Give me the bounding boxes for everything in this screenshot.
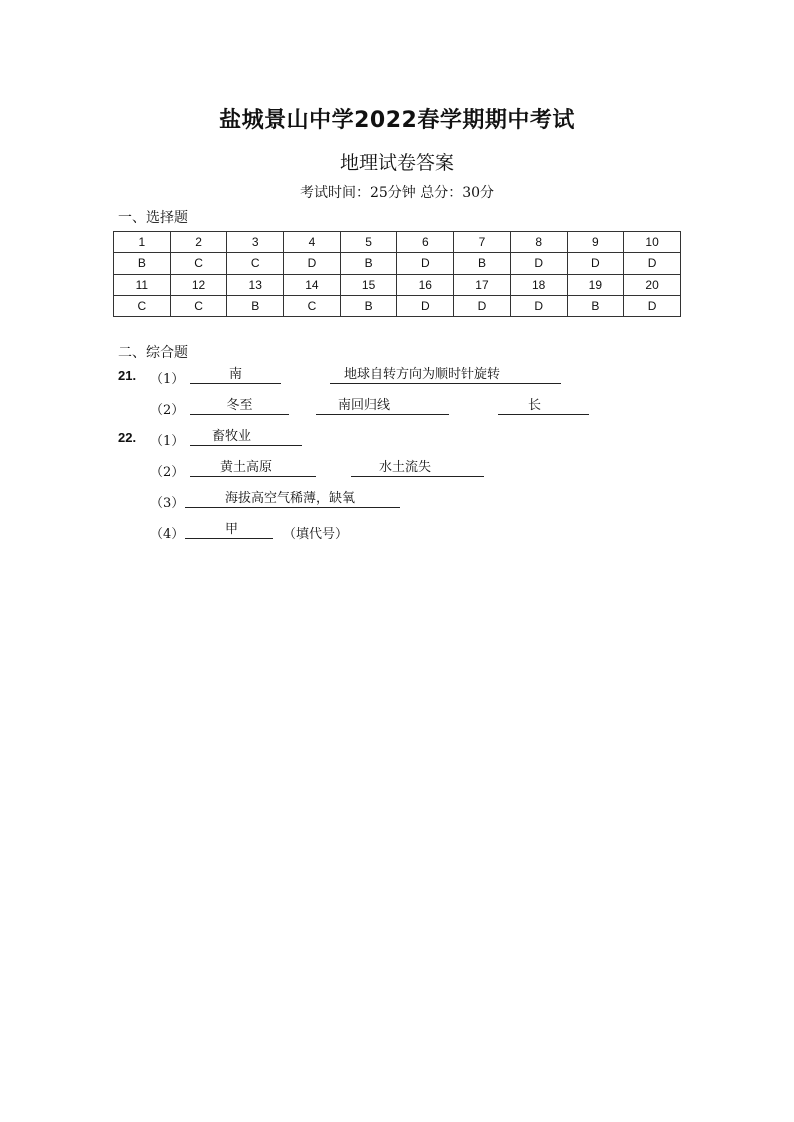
question-number-row — [114, 232, 681, 253]
question-number-cell: 1 — [114, 232, 171, 253]
answer-cell: C — [227, 253, 284, 274]
answer-cell: C — [170, 295, 227, 316]
answer-cell: D — [510, 295, 567, 316]
question-number-cell: 14 — [284, 274, 341, 295]
q22-part2-answer1: 黄土高原 — [190, 459, 316, 477]
question-number-cell: 12 — [170, 274, 227, 295]
question-number-cell: 20 — [624, 274, 681, 295]
answer-cell: B — [454, 253, 511, 274]
exam-info: 考试时间：25分钟 总分：30分 — [299, 185, 495, 201]
answer-row — [114, 295, 681, 316]
q22-part3-answer1: 海拔高空气稀薄，缺氧 — [185, 490, 400, 508]
question-number-cell: 9 — [567, 232, 624, 253]
question-number-cell: 17 — [454, 274, 511, 295]
q22-part3-label: （3） — [150, 496, 185, 511]
question-number-cell: 18 — [510, 274, 567, 295]
q21-part1-answer2: 地球自转方向为顺时针旋转 — [330, 366, 561, 384]
question-number-cell: 19 — [567, 274, 624, 295]
section-heading-comprehensive: 二、综合题 — [118, 345, 188, 361]
page-title: 盐城景山中学2022春学期期中考试 — [219, 108, 575, 133]
question-number-cell: 4 — [284, 232, 341, 253]
answer-cell: D — [284, 253, 341, 274]
question-number-cell: 8 — [510, 232, 567, 253]
q22-part4-label: （4） — [150, 527, 185, 542]
answer-cell: C — [284, 295, 341, 316]
question-number-cell: 3 — [227, 232, 284, 253]
answer-row — [114, 253, 681, 274]
question-number-cell: 16 — [397, 274, 454, 295]
question-number-22: 22. — [118, 430, 137, 445]
answer-cell: D — [567, 253, 624, 274]
question-number-cell: 7 — [454, 232, 511, 253]
answer-cell: D — [624, 253, 681, 274]
q21-part2-answer1: 冬至 — [190, 397, 289, 415]
question-number-cell: 10 — [624, 232, 681, 253]
question-number-row — [114, 274, 681, 295]
question-number-cell: 5 — [340, 232, 397, 253]
q21-part1-label: （1） — [150, 372, 185, 387]
answer-cell: D — [397, 253, 454, 274]
q21-part2-label: （2） — [150, 403, 185, 418]
answer-cell: D — [397, 295, 454, 316]
answer-table — [113, 231, 681, 317]
q22-part4-answer1: 甲 — [185, 521, 273, 539]
q22-part2-answer2: 水土流失 — [351, 459, 484, 477]
question-number-cell: 2 — [170, 232, 227, 253]
answer-cell: B — [114, 253, 171, 274]
answer-cell: B — [567, 295, 624, 316]
q21-part2-answer2: 南回归线 — [316, 397, 449, 415]
question-number-21: 21. — [118, 368, 137, 383]
answer-cell: B — [227, 295, 284, 316]
question-number-cell: 11 — [114, 274, 171, 295]
q21-part2-answer3: 长 — [498, 397, 589, 415]
answer-cell: D — [454, 295, 511, 316]
q22-part4-note: （填代号） — [283, 527, 349, 542]
q22-part1-answer1: 畜牧业 — [190, 428, 302, 446]
answer-cell: C — [114, 295, 171, 316]
answer-cell: B — [340, 253, 397, 274]
answer-cell: B — [340, 295, 397, 316]
answer-cell: D — [624, 295, 681, 316]
page-subtitle: 地理试卷答案 — [339, 152, 454, 174]
q22-part1-label: （1） — [150, 434, 185, 449]
q22-part2-label: （2） — [150, 465, 185, 480]
question-number-cell: 6 — [397, 232, 454, 253]
answer-cell: C — [170, 253, 227, 274]
question-number-cell: 13 — [227, 274, 284, 295]
question-number-cell: 15 — [340, 274, 397, 295]
section-heading-choice: 一、选择题 — [118, 210, 188, 226]
answer-cell: D — [510, 253, 567, 274]
q21-part1-answer1: 南 — [190, 366, 281, 384]
